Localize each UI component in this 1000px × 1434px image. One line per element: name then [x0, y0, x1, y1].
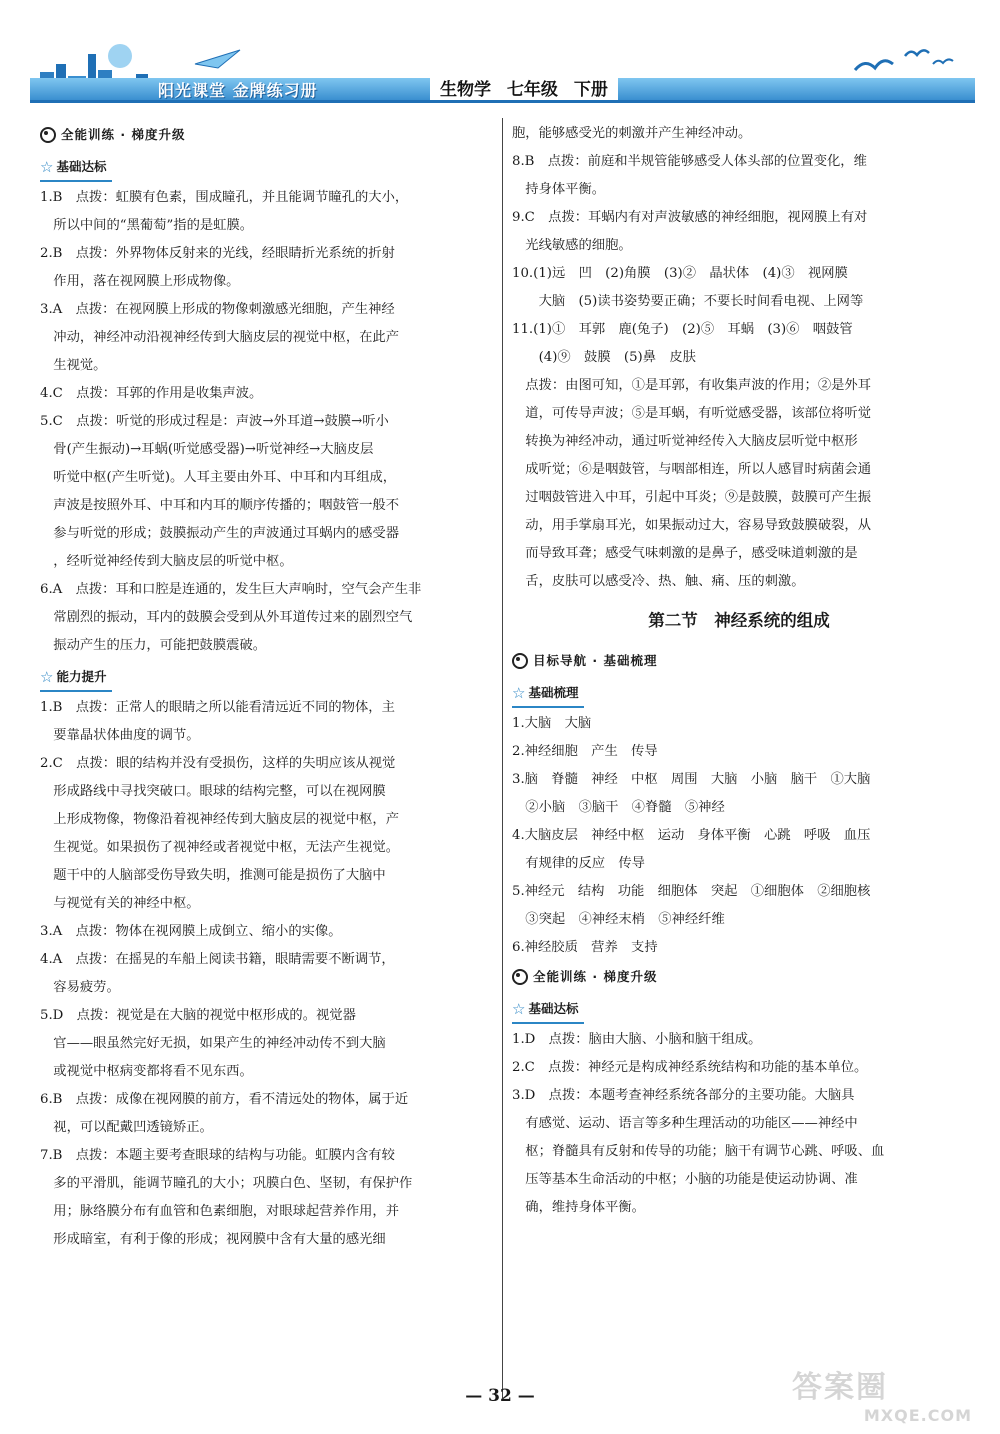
- answer-line: ②小脑 ③脑干 ④脊髓 ⑤神经: [512, 800, 725, 815]
- subsection-tag: [40, 664, 112, 692]
- subsection-tag: [512, 996, 584, 1024]
- subsection-row: [40, 660, 498, 694]
- answer-line: 视，可以配戴凹透镜矫正。: [40, 1120, 213, 1135]
- section-heading: [512, 962, 966, 992]
- answer-line: 上形成物像，物像沿着视神经传到大脑皮层的视觉中枢，产: [40, 812, 400, 827]
- answer-line: 与视觉有关的神经中枢。: [40, 896, 200, 911]
- section-heading: [40, 120, 498, 150]
- answer-line: 有规律的反应 传导: [512, 856, 645, 871]
- answer-line: 作用，落在视网膜上形成物像。: [40, 274, 240, 289]
- subsection-label: 基础梳理: [528, 685, 579, 700]
- section-bullet-icon: [512, 653, 528, 669]
- star-icon: ☆: [40, 158, 54, 176]
- answer-line: 形成暗室，有利于像的形成；视网膜中含有大量的感光细: [40, 1232, 386, 1247]
- answer-line: ，经听觉神经传到大脑皮层的听觉中枢。: [40, 554, 293, 569]
- answer-line: 5.D 点拨：视觉是在大脑的视觉中枢形成的。视觉器: [40, 1008, 356, 1023]
- answer-line: 转换为神经冲动，通过听觉神经传入大脑皮层听觉中枢形: [512, 434, 858, 449]
- star-icon: ☆: [512, 1000, 526, 1018]
- answer-line: 9.C 点拨：耳蜗内有对声波敏感的神经细胞，视网膜上有对: [512, 210, 868, 225]
- answer-line: 用；脉络膜分布有血管和色素细胞，对眼球起营养作用，并: [40, 1204, 400, 1219]
- answer-line: 3.脑 脊髓 神经 中枢 周围 大脑 小脑 脑干 ①大脑: [512, 772, 871, 787]
- answer-line: 8.B 点拨：前庭和半规管能够感受人体头部的位置变化，维: [512, 154, 867, 169]
- section-heading-label: 全能训练 · 梯度升级: [61, 127, 186, 142]
- answer-line: 听觉中枢(产生听觉)。人耳主要由外耳、中耳和内耳组成，: [40, 470, 397, 485]
- answer-line: 有感觉、运动、语言等多种生理活动的功能区——神经中: [512, 1116, 858, 1131]
- answer-line: 常剧烈的振动，耳内的鼓膜会受到从外耳道传过来的剧烈空气: [40, 610, 413, 625]
- answer-line: 道，可传导声波；⑤是耳蜗，有听觉感受器，该部位将听觉: [512, 406, 872, 421]
- answer-line: 点拨：由图可知，①是耳郭，有收集声波的作用；②是外耳: [512, 378, 872, 393]
- answer-line: 1.B 点拨：正常人的眼睛之所以能看清远近不同的物体，主: [40, 700, 395, 715]
- answer-line: 3.A 点拨：物体在视网膜上成倒立、缩小的实像。: [40, 924, 342, 939]
- answer-line: 6.A 点拨：耳和口腔是连通的，发生巨大声响时，空气会产生非: [40, 582, 422, 597]
- watermark-url: MXQE.COM: [863, 1406, 972, 1425]
- answer-line: 5.C 点拨：听觉的形成过程是：声波→外耳道→鼓膜→听小: [40, 414, 389, 429]
- right-column: [512, 120, 966, 1222]
- answer-line: 振动产生的压力，可能把鼓膜震破。: [40, 638, 267, 653]
- section-heading-label: 目标导航 · 基础梳理: [533, 653, 658, 668]
- answer-line: 2.C 点拨：神经元是构成神经系统结构和功能的基本单位。: [512, 1060, 868, 1075]
- section-title: 第二节 神经系统的组成: [648, 611, 830, 630]
- answer-line: ③突起 ④神经末梢 ⑤神经纤维: [512, 912, 725, 927]
- answer-line: 而导致耳聋；感受气味刺激的是鼻子，感受味道刺激的是: [512, 546, 858, 561]
- answer-line: 要靠晶状体曲度的调节。: [40, 728, 200, 743]
- answer-line: 所以中间的“黑葡萄”指的是虹膜。: [40, 218, 254, 233]
- brand-title: 阳光课堂 金牌练习册: [158, 81, 318, 100]
- answer-line: 5.神经元 结构 功能 细胞体 突起 ①细胞体 ②细胞核: [512, 884, 871, 899]
- answer-line: 4.C 点拨：耳郭的作用是收集声波。: [40, 386, 263, 401]
- answer-line: 2.神经细胞 产生 传导: [512, 744, 658, 759]
- answer-line: 题干中的人脑部受伤导致失明，推测可能是损伤了大脑中: [40, 868, 386, 883]
- subsection-row: [512, 676, 966, 710]
- subsection-tag: [512, 680, 584, 708]
- answer-line: 1.D 点拨：脑由大脑、小脑和脑干组成。: [512, 1032, 762, 1047]
- section-bullet-icon: [512, 969, 528, 985]
- answer-line: 光线敏感的细胞。: [512, 238, 632, 253]
- answer-line: 1.B 点拨：虹膜有色素，围成瞳孔，并且能调节瞳孔的大小，: [40, 190, 409, 205]
- section-bullet-icon: [40, 127, 56, 143]
- answer-line: 6.神经胶质 营养 支持: [512, 940, 658, 955]
- answer-line: 4.A 点拨：在摇晃的车船上阅读书籍，眼睛需要不断调节，: [40, 952, 395, 967]
- subsection-row: [512, 992, 966, 1026]
- answer-line: 大脑 (5)读书姿势要正确；不要长时间看电视、上网等: [512, 294, 864, 309]
- answer-line: 生视觉。: [40, 358, 107, 373]
- answer-line: 胞，能够感受光的刺激并产生神经冲动。: [512, 126, 752, 141]
- answer-line: 6.B 点拨：成像在视网膜的前方，看不清远处的物体，属于近: [40, 1092, 409, 1107]
- section-heading: [512, 646, 966, 676]
- subsection-label: 能力提升: [56, 669, 107, 684]
- answer-line: 或视觉中枢病变都将看不见东西。: [40, 1064, 253, 1079]
- answer-line: 舌，皮肤可以感受冷、热、触、痛、压的刺激。: [512, 574, 805, 589]
- star-icon: ☆: [40, 668, 54, 686]
- answer-line: 持身体平衡。: [512, 182, 606, 197]
- left-column: [40, 120, 498, 1254]
- answer-line: 确，维持身体平衡。: [512, 1200, 645, 1215]
- answer-line: 动，用手掌扇耳光，如果振动过大，容易导致鼓膜破裂，从: [512, 518, 872, 533]
- page-number: — 32 —: [465, 1386, 535, 1406]
- birds-icon: [845, 42, 955, 82]
- paper-plane-icon: [190, 44, 250, 74]
- answer-line: 容易疲劳。: [40, 980, 120, 995]
- answer-line: 官——眼虽然完好无损，如果产生的神经冲动传不到大脑: [40, 1036, 386, 1051]
- page-header: [30, 42, 975, 110]
- answer-line: 声波是按照外耳、中耳和内耳的顺序传播的；咽鼓管一般不: [40, 498, 400, 513]
- column-divider: [502, 118, 503, 1398]
- answer-line: (4)⑨ 鼓膜 (5)鼻 皮肤: [512, 350, 696, 365]
- section-heading-label: 全能训练 · 梯度升级: [533, 969, 658, 984]
- subject-title: 生物学 七年级 下册: [430, 75, 618, 100]
- answer-line: 2.B 点拨：外界物体反射来的光线，经眼睛折光系统的折射: [40, 246, 395, 261]
- answer-line: 1.大脑 大脑: [512, 716, 592, 731]
- answer-line: 枢；脊髓具有反射和传导的功能；脑干有调节心跳、呼吸、血: [512, 1144, 885, 1159]
- subsection-row: [40, 150, 498, 184]
- answer-line: 成听觉；⑥是咽鼓管，与咽部相连，所以人感冒时病菌会通: [512, 462, 872, 477]
- subsection-label: 基础达标: [56, 159, 107, 174]
- answer-line: 3.A 点拨：在视网膜上形成的物像刺激感光细胞，产生神经: [40, 302, 395, 317]
- subsection-tag: [40, 154, 112, 182]
- answer-line: 骨(产生振动)→耳蜗(听觉感受器)→听觉神经→大脑皮层: [40, 442, 374, 457]
- subsection-label: 基础达标: [528, 1001, 579, 1016]
- answer-line: 参与听觉的形成；鼓膜振动产生的声波通过耳蜗内的感受器: [40, 526, 400, 541]
- answer-line: 7.B 点拨：本题主要考查眼球的结构与功能。虹膜内含有较: [40, 1148, 395, 1163]
- answer-line: 多的平滑肌，能调节瞳孔的大小；巩膜白色、坚韧，有保护作: [40, 1176, 413, 1191]
- answer-line: 11.(1)① 耳郭 鹿(兔子) (2)⑤ 耳蜗 (3)⑥ 咽鼓管: [512, 322, 853, 337]
- watermark: [792, 1362, 972, 1424]
- answer-line: 2.C 点拨：眼的结构并没有受损伤，这样的失明应该从视觉: [40, 756, 396, 771]
- answer-line: 冲动，神经冲动沿视神经传到大脑皮层的视觉中枢，在此产: [40, 330, 400, 345]
- answer-line: 生视觉。如果损伤了视神经或者视觉中枢，无法产生视觉。: [40, 840, 400, 855]
- answer-line: 形成路线中寻找突破口。眼球的结构完整，可以在视网膜: [40, 784, 386, 799]
- answer-line: 过咽鼓管进入中耳，引起中耳炎；⑨是鼓膜，鼓膜可产生振: [512, 490, 872, 505]
- star-icon: ☆: [512, 684, 526, 702]
- watermark-logo-text: 答案圈: [792, 1370, 888, 1405]
- answer-line: 压等基本生命活动的中枢；小脑的功能是使运动协调、准: [512, 1172, 858, 1187]
- answer-line: 4.大脑皮层 神经中枢 运动 身体平衡 心跳 呼吸 血压: [512, 828, 871, 843]
- answer-line: 10.(1)远 凹 (2)角膜 (3)② 晶状体 (4)③ 视网膜: [512, 266, 848, 281]
- answer-line: 3.D 点拨：本题考查神经系统各部分的主要功能。大脑具: [512, 1088, 855, 1103]
